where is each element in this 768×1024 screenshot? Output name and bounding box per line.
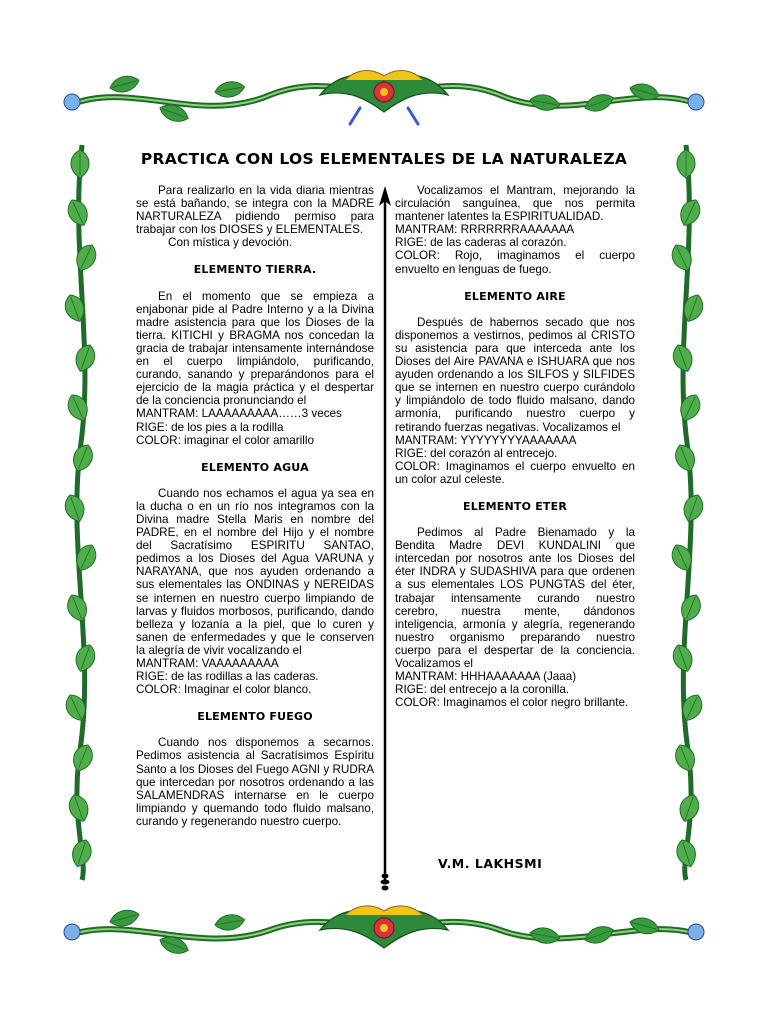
aire-mantram: MANTRAM: YYYYYYYYAAAAAAA xyxy=(395,433,577,447)
tierra-color: COLOR: imaginar el color amarillo xyxy=(136,433,314,447)
heading-tierra: ELEMENTO TIERRA. xyxy=(193,263,317,277)
heading-aire: ELEMENTO AIRE xyxy=(464,289,566,303)
intro-devotion: Con mística y devoción. xyxy=(168,236,293,250)
fuego-color: COLOR: Rojo, imaginamos el cuerpo envuelto en lenguas de fuego. xyxy=(395,249,635,276)
fuego-mantram: MANTRAM: RRRRRRRAAAAAAA xyxy=(395,223,575,237)
author-signature: V.M. LAKHSMI xyxy=(438,856,543,871)
intro-paragraph: Para realizarlo en la vida diaria mientras se está bañando, se integra con la MADRE NARTURALEZA pidiendo permiso para trabajar con los DIOSES y ELEMENTALES. xyxy=(136,184,374,237)
left-column xyxy=(136,184,374,828)
heading-agua: ELEMENTO AGUA xyxy=(201,460,309,474)
eter-mantram: MANTRAM: HHHAAAAAAA (Jaaa) xyxy=(395,670,577,684)
agua-rige: RIGE: de las rodillas a las caderas. xyxy=(136,670,319,684)
right-vine-icon xyxy=(668,145,707,880)
aire-body: Después de habernos secado que nos disponemos a vestirnos, pedimos al CRISTO su asistencia para que interceda ante los Dioses del Aire PAVANA e ISHUARA que nos ayuden ordenando a los SILFOS y SILFIDES que se internen en nuestro cuerpo curándolo y limpiándolo de todo fluido malsano, dando armonía, purificando nuestro cuerpo y retirando fuerzas negativas. Vocalizamos el xyxy=(395,315,635,434)
left-vine-icon xyxy=(62,145,101,880)
agua-mantram: MANTRAM: VAAAAAAAAA xyxy=(136,657,279,670)
column-divider-icon xyxy=(379,186,391,891)
right-column xyxy=(395,184,635,709)
agua-body: Cuando nos echamos el agua ya sea en la ducha o en un río nos integramos con la Divina madre Stella Maris en nombre del PADRE, en el nombre del Hijo y el nombre del Sacratísimo ESPIRITU SANTAO, pedimos a los Dioses del Agua VARUNA y NARAYANA, que nos ayuden ordenando a sus elementales las ONDINAS y NEREIDAS se internen en nuestro cuerpo limpiando de larvas y fluidos morbosos, purificando, dando belleza y lozanía a la piel, que lo curen y sanen de enfermedades y que le conserven la alegría de vivir vocalizando el xyxy=(136,486,374,657)
bottom-garland-icon xyxy=(64,906,704,957)
aire-rige: RIGE: del corazón al entrecejo. xyxy=(395,446,558,460)
heading-eter: ELEMENTO ETER xyxy=(463,499,567,513)
fuego-body-continued: Vocalizamos el Mantram, mejorando la circulación sanguínea, que nos permita mantener latentes la ESPIRITUALIDAD. xyxy=(395,184,635,224)
fuego-rige: RIGE: de las caderas al corazón. xyxy=(395,236,567,250)
tierra-body: En el momento que se empieza a enjabonar pide al Padre Interno y a la Divina madre asistencia para que los Dioses de la tierra. KITICHI y BRAGMA nos concedan la gracia de trabajar intensamente internándose en el cuerpo limpiándolo, purificando, curando, sanando y preparándonos para el ejercicio de la magia práctica y el despertar de la conciencia pronunciando el xyxy=(136,289,374,408)
eter-color: COLOR: Imaginamos el color negro brillante. xyxy=(395,696,629,710)
tierra-mantram: MANTRAM: LAAAAAAAAA……3 veces xyxy=(136,407,342,421)
eter-rige: RIGE: del entrecejo a la coronilla. xyxy=(395,683,570,697)
aire-color: COLOR: Imaginamos el cuerpo envuelto en un color azul celeste. xyxy=(395,459,635,486)
eter-body: Pedimos al Padre Bienamado y la Bendita Madre DEVI KUNDALINI que intercedan por nosotros ante los Dioses del éter INDRA y SUDASHIVA para que ordenen a sus elementales LOS PUNGTAS del éter, trabajar intensamente curando nuestro cerebro, nuestra mente, dándonos inteligencia, armonía y alegría, regenerando nuestro organismo preparando nuestro cuerpo para el despertar de la conciencia. Vocalizamos el xyxy=(395,526,635,670)
top-garland-icon xyxy=(64,71,704,126)
heading-fuego: ELEMENTO FUEGO xyxy=(197,710,313,724)
tierra-rige: RIGE: de los pies a la rodilla xyxy=(136,420,284,434)
page-title: PRACTICA CON LOS ELEMENTALES DE LA NATURALEZA xyxy=(140,150,628,168)
agua-color: COLOR: Imaginar el color blanco. xyxy=(136,683,312,697)
fuego-body: Cuando nos disponemos a secarnos. Pedimos asistencia al Sacratísimos Espíritu Santo a los Dioses del Fuego AGNI y RUDRA que intercedan por nosotros ordenando a las SALAMENDRAS internarse en le cuerpo limpiando y quemando todo fluido malsano, curando y regenerando nuestro cuerpo. xyxy=(136,736,374,828)
